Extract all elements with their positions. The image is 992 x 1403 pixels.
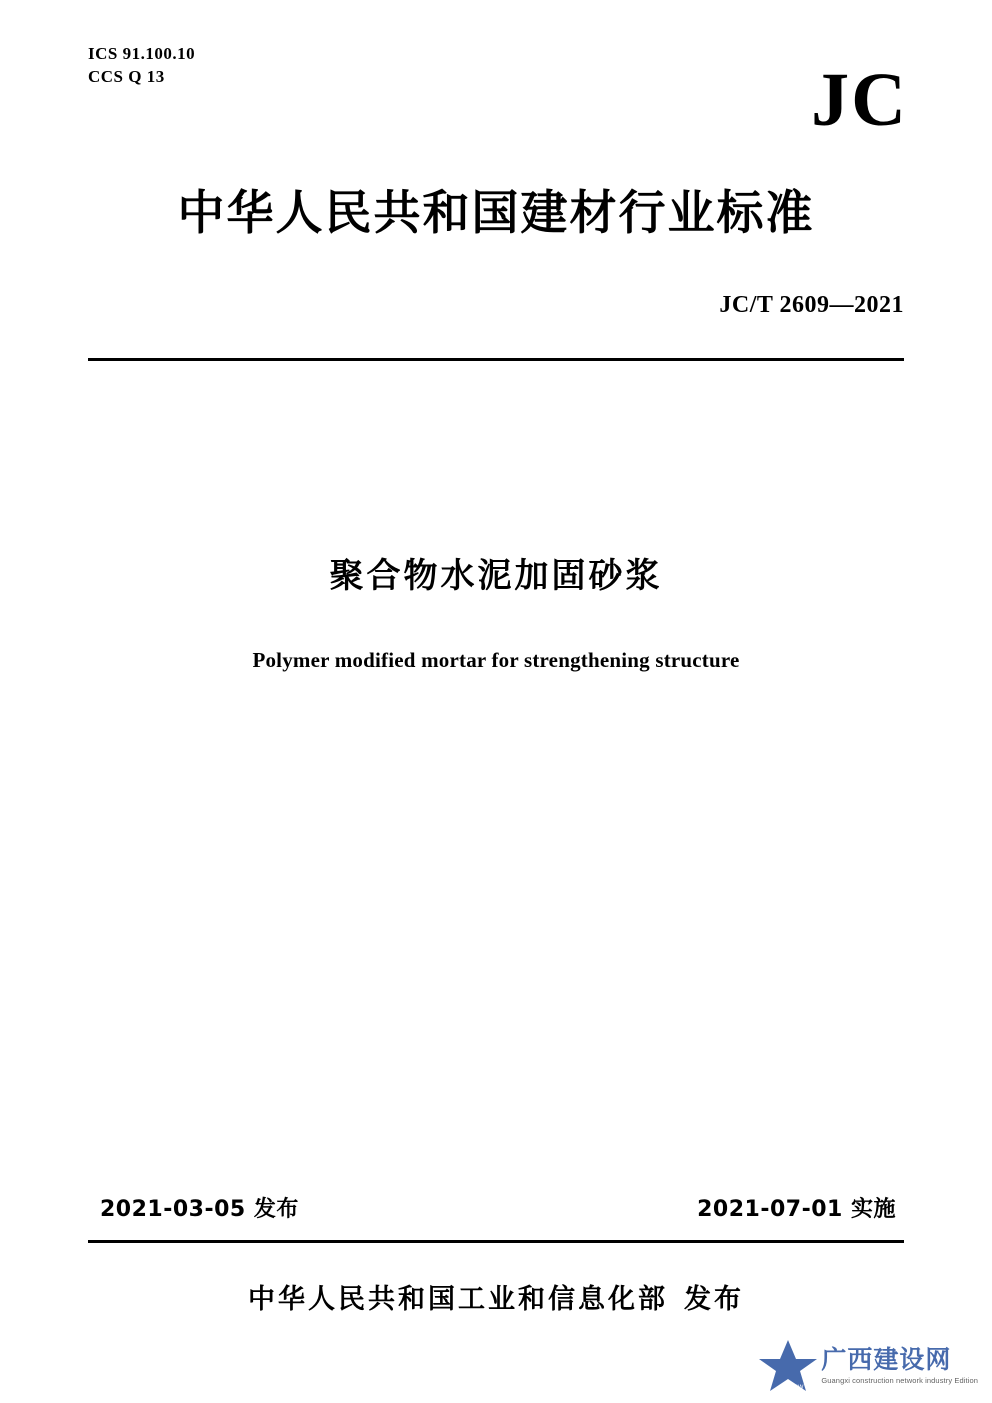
star-label: GXJSW xyxy=(781,1385,804,1391)
classification-codes xyxy=(88,42,195,88)
document-title-en: Polymer modified mortar for strengthening structure xyxy=(252,648,740,672)
effective-date: 2021-07-01 实施 xyxy=(697,1197,896,1222)
ccs-code: CCS Q 13 xyxy=(88,67,165,86)
watermark xyxy=(757,1337,978,1395)
top-divider xyxy=(88,358,904,361)
publisher-verb: 发布 xyxy=(684,1284,744,1315)
publisher-line xyxy=(0,1277,992,1316)
issue-date: 2021-03-05 发布 xyxy=(100,1197,299,1222)
publisher-name: 中华人民共和国工业和信息化部 xyxy=(248,1284,668,1315)
bottom-divider xyxy=(88,1240,904,1243)
star-icon-wrapper xyxy=(757,1337,819,1395)
watermark-texts xyxy=(821,1346,978,1386)
standard-number: JC/T 2609—2021 xyxy=(719,292,904,318)
watermark-brand-en: Guangxi construction network industry Edition xyxy=(821,1376,978,1385)
ics-code: ICS 91.100.10 xyxy=(88,44,196,63)
document-title-cn: 聚合物水泥加固砂浆 xyxy=(329,556,663,596)
jc-logo: JC xyxy=(811,58,908,142)
watermark-brand-cn: 广西建设网 xyxy=(821,1345,952,1374)
standard-category-title: 中华人民共和国建材行业标准 xyxy=(177,186,815,241)
